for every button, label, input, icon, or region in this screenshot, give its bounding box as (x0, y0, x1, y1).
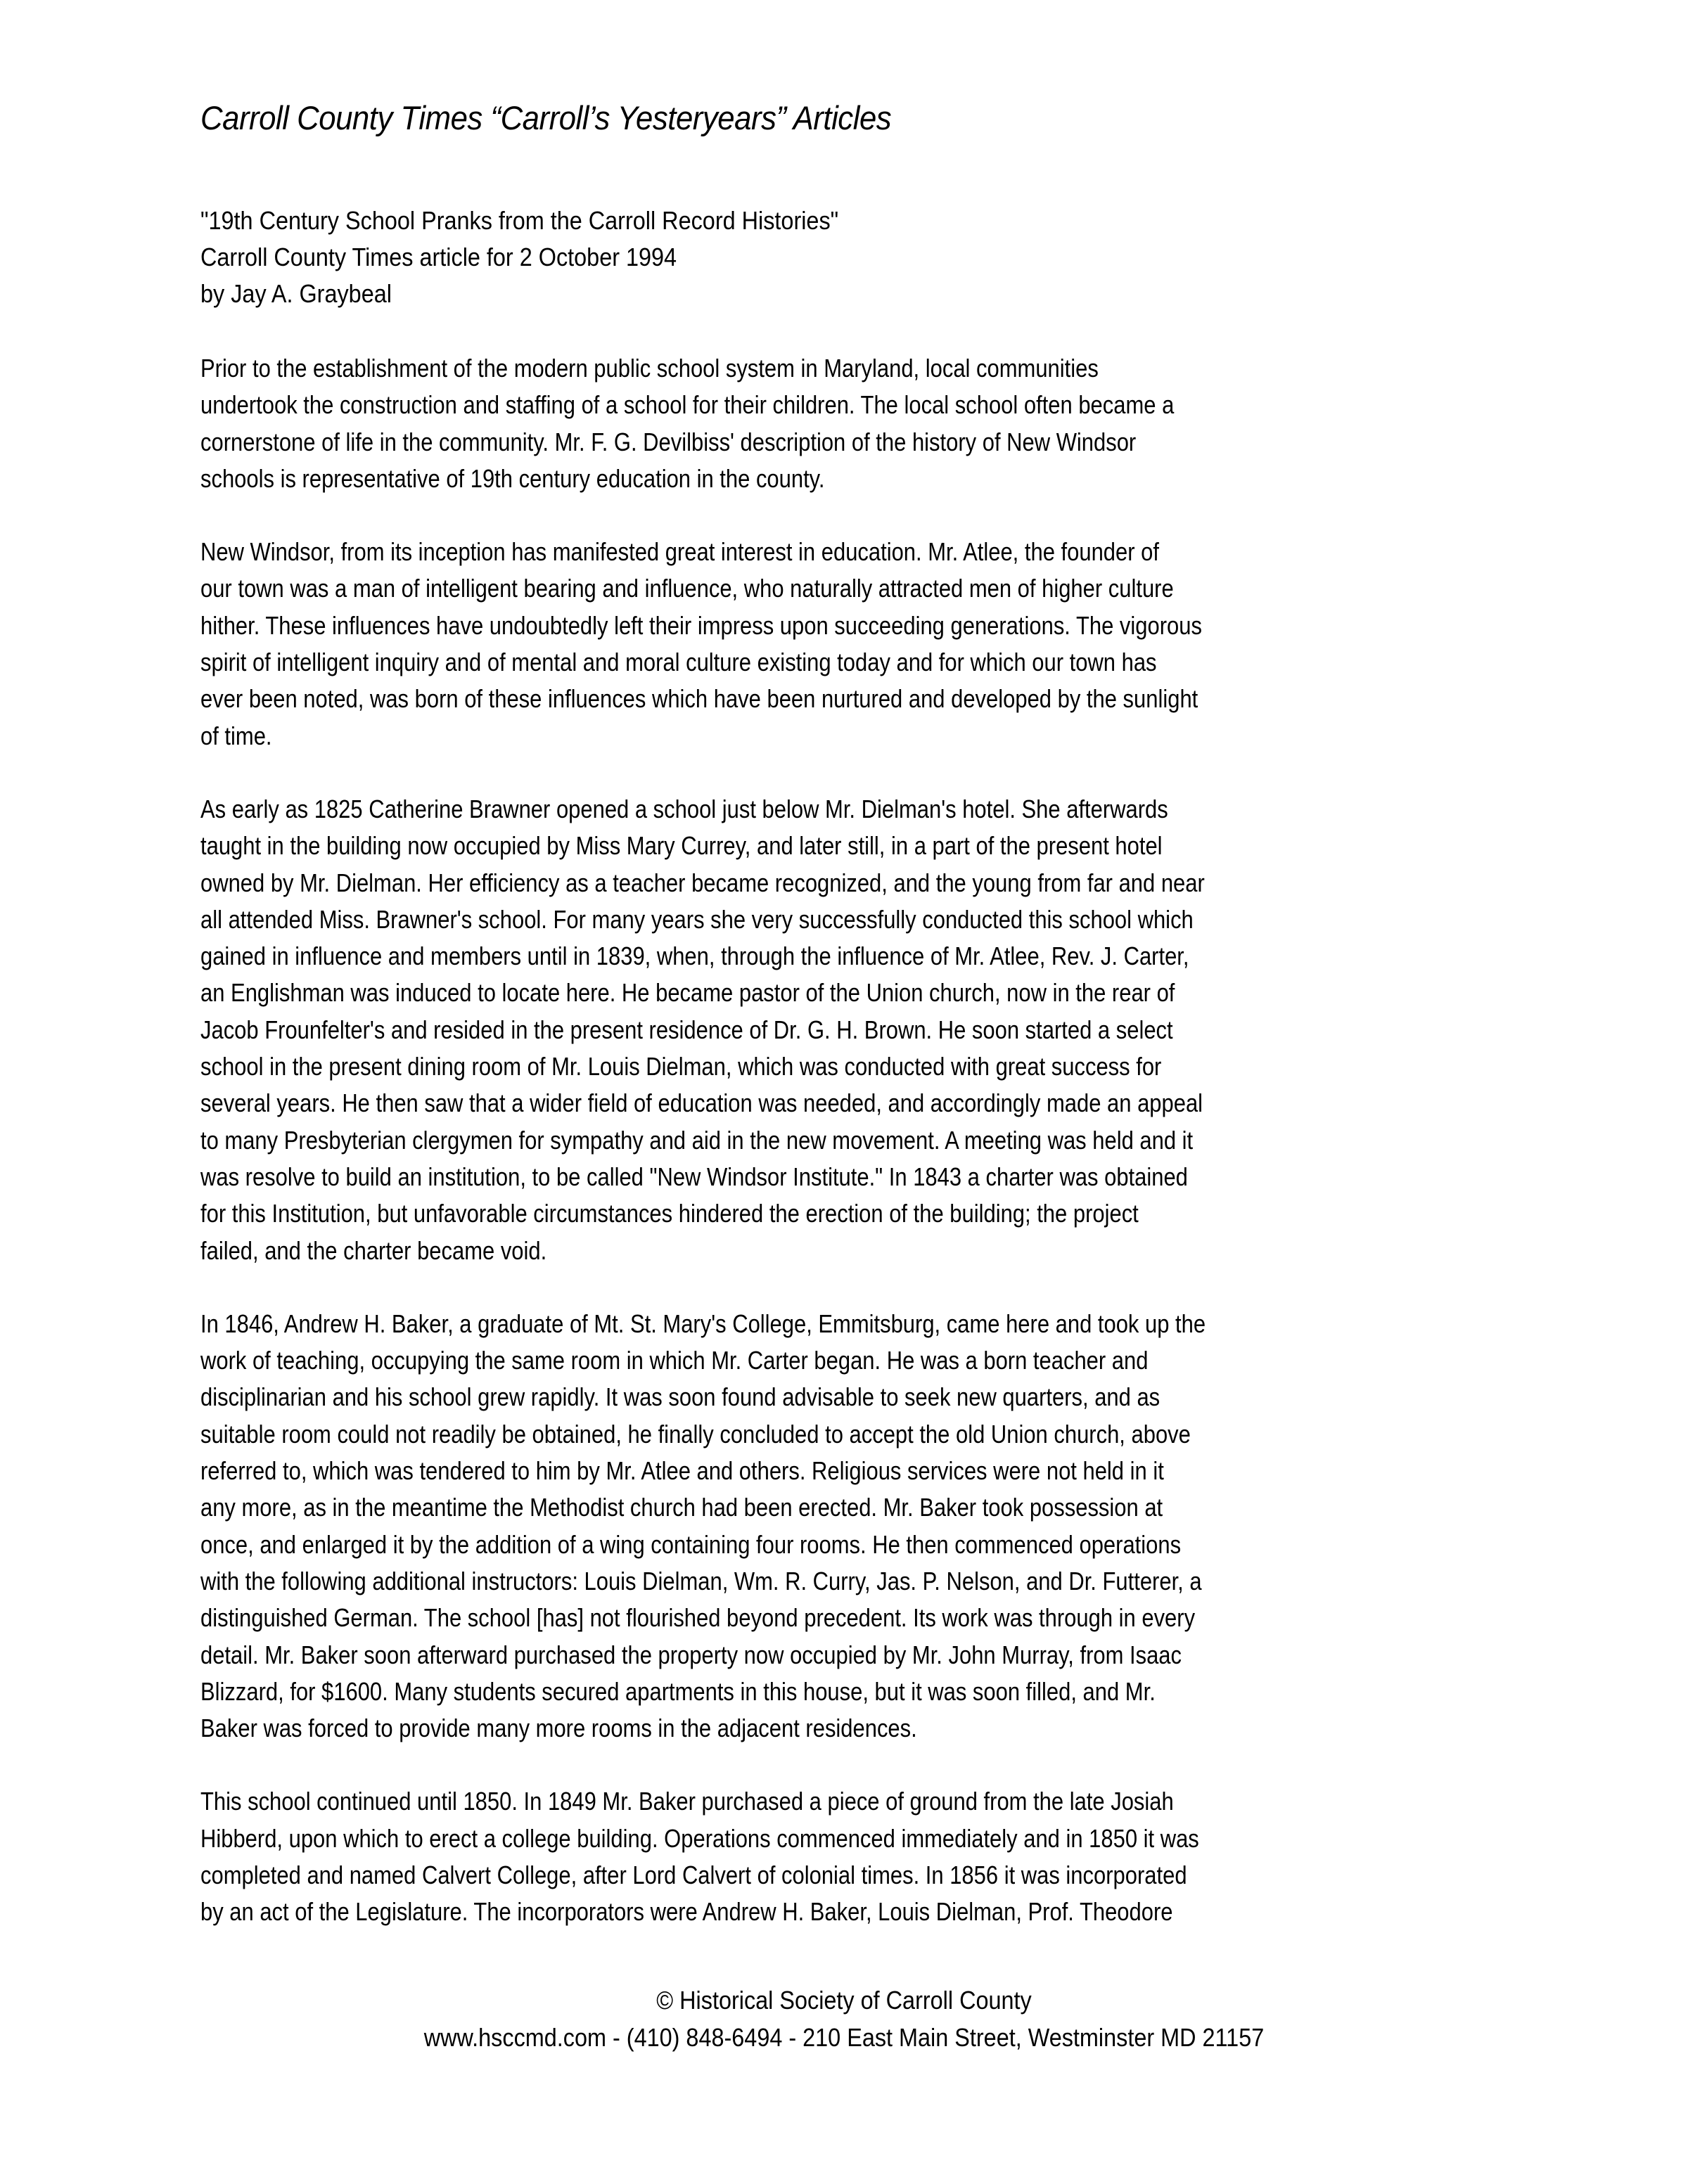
paragraph-line: by an act of the Legislature. The incorporators were Andrew H. Baker, Louis Dielman, Prof. Theodore (200, 1897, 1173, 1927)
paragraph-line: In 1846, Andrew H. Baker, a graduate of Mt. St. Mary's College, Emmitsburg, came here and took up the (200, 1309, 1206, 1338)
paragraph-line: distinguished German. The school [has] not flourished beyond precedent. Its work was through in every (200, 1603, 1196, 1633)
paragraph-line: Baker was forced to provide many more rooms in the adjacent residences. (200, 1714, 917, 1743)
paragraph-line: any more, as in the meantime the Methodist church had been erected. Mr. Baker took possession at (200, 1493, 1163, 1522)
paragraph-line: gained in influence and members until in 1839, when, through the influence of Mr. Atlee, Rev. J. Carter, (200, 942, 1189, 971)
footer-copyright: © Historical Society of Carroll County (656, 1986, 1032, 2015)
paragraph-line: school in the present dining room of Mr. Louis Dielman, which was conducted with great success for (200, 1052, 1162, 1081)
paragraph-line: Prior to the establishment of the modern public school system in Maryland, local communities (200, 354, 1099, 383)
paragraph-line: owned by Mr. Dielman. Her efficiency as a teacher became recognized, and the young from far and near (200, 868, 1205, 897)
publication-line: Carroll County Times article for 2 October 1994 (200, 243, 677, 271)
paragraph-line: undertook the construction and staffing of a school for their children. The local school often became a (200, 390, 1175, 420)
article-paragraph (200, 1306, 1688, 1747)
paragraph-line: detail. Mr. Baker soon afterward purchased the property now occupied by Mr. John Murray, from Isaac (200, 1640, 1182, 1669)
paragraph-line: all attended Miss. Brawner's school. For many years she very successfully conducted this school which (200, 904, 1194, 934)
paragraph-line: Jacob Frounfelter's and resided in the present residence of Dr. G. H. Brown. He soon started a select (200, 1015, 1173, 1044)
page-footer (0, 1981, 1688, 2056)
paragraph-line: failed, and the charter became void. (200, 1235, 547, 1265)
paragraph-line: work of teaching, occupying the same room in which Mr. Carter began. He was a born teacher and (200, 1346, 1149, 1375)
paragraph-line: once, and enlarged it by the addition of a wing containing four rooms. He then commenced operations (200, 1529, 1182, 1559)
paragraph-line: taught in the building now occupied by Miss Mary Currey, and later still, in a part of the present hotel (200, 831, 1163, 861)
page-title: Carroll County Times “Carroll’s Yesteryears” Articles (200, 99, 892, 136)
article-paragraph (200, 791, 1688, 1269)
byline: by Jay A. Graybeal (200, 279, 392, 308)
paragraph-line: Blizzard, for $1600. Many students secured apartments in this house, but it was soon filled, and Mr. (200, 1676, 1156, 1706)
article-paragraph (200, 1783, 1688, 1930)
article-header (200, 203, 909, 312)
paragraph-line: for this Institution, but unfavorable circumstances hindered the erection of the building; the project (200, 1199, 1139, 1228)
paragraph-line: schools is representative of 19th century education in the county. (200, 463, 825, 493)
paragraph-line: our town was a man of intelligent bearing and influence, who naturally attracted men of higher culture (200, 574, 1174, 603)
paragraph-line: disciplinarian and his school grew rapidly. It was soon found advisable to seek new quarters, and as (200, 1382, 1160, 1412)
paragraph-line: an Englishman was induced to locate here. He became pastor of the Union church, now in the rear of (200, 978, 1175, 1008)
paragraph-line: As early as 1825 Catherine Brawner opened a school just below Mr. Dielman's hotel. She afterwards (200, 794, 1168, 823)
paragraph-line: of time. (200, 721, 272, 750)
paragraph-line: with the following additional instructors: Louis Dielman, Wm. R. Curry, Jas. P. Nelson, and Dr. Futterer, a (200, 1566, 1202, 1595)
paragraph-line: hither. These influences have undoubtedly left their impress upon succeeding generations. The vigorous (200, 610, 1202, 640)
article-paragraph (200, 534, 1688, 754)
article-title: "19th Century School Pranks from the Carroll Record Histories" (200, 206, 839, 235)
article-body (200, 350, 1688, 1967)
paragraph-line: several years. He then saw that a wider field of education was needed, and accordingly made an appeal (200, 1088, 1203, 1118)
paragraph-line: to many Presbyterian clergymen for sympathy and aid in the new movement. A meeting was held and it (200, 1125, 1194, 1155)
paragraph-line: was resolve to build an institution, to be called "New Windsor Institute." In 1843 a charter was obtained (200, 1162, 1188, 1191)
paragraph-line: completed and named Calvert College, after Lord Calvert of colonial times. In 1856 it was incorporated (200, 1860, 1187, 1889)
article-paragraph (200, 350, 1688, 497)
paragraph-line: Hibberd, upon which to erect a college building. Operations commenced immediately and in 1850 it was (200, 1823, 1199, 1853)
paragraph-line: spirit of intelligent inquiry and of mental and moral culture existing today and for which our town has (200, 648, 1157, 677)
paragraph-line: referred to, which was tendered to him by Mr. Atlee and others. Religious services were not held in it (200, 1456, 1164, 1486)
paragraph-line: suitable room could not readily be obtained, he finally concluded to accept the old Union church, above (200, 1419, 1191, 1448)
paragraph-line: New Windsor, from its inception has manifested great interest in education. Mr. Atlee, the founder of (200, 537, 1159, 567)
paragraph-line: ever been noted, was born of these influences which have been nurtured and developed by the sunlight (200, 684, 1198, 714)
paragraph-line: cornerstone of life in the community. Mr. F. G. Devilbiss' description of the history of New Windsor (200, 427, 1137, 456)
paragraph-line: This school continued until 1850. In 1849 Mr. Baker purchased a piece of ground from the late Josiah (200, 1787, 1174, 1816)
footer-contact: www.hsccmd.com - (410) 848-6494 - 210 East Main Street, Westminster MD 21157 (423, 2023, 1265, 2052)
